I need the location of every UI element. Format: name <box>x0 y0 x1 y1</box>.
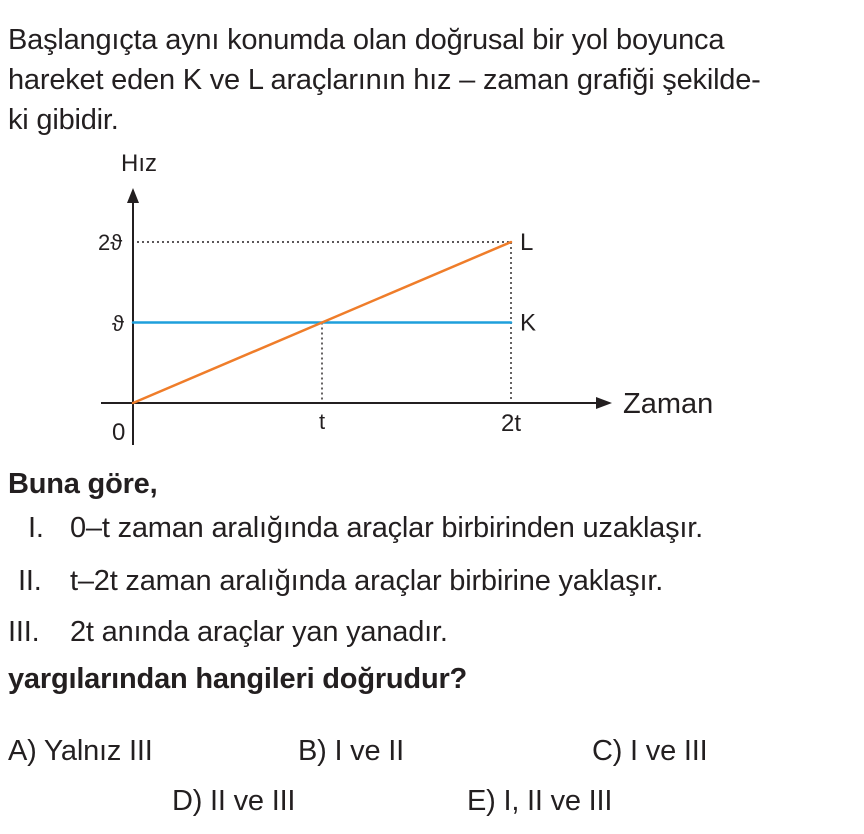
x-tick-label-0: 0 <box>112 419 126 446</box>
question-text: yargılarından hangileri doğrudur? <box>8 663 468 695</box>
statement-1-text: 0–t zaman aralığında araçlar birbirinden uzaklaşır. <box>70 512 703 544</box>
statement-1-number: I. <box>28 512 44 544</box>
chart-layer <box>98 150 713 446</box>
x-axis-label: Zaman <box>623 388 714 420</box>
x-tick-label-2t: 2t <box>500 410 522 437</box>
x-tick-label-t: t <box>318 409 326 434</box>
option-a[interactable]: A) Yalnız III <box>8 735 153 767</box>
y-axis-label: Hız <box>121 150 157 177</box>
speed-time-chart <box>0 140 864 460</box>
option-b[interactable]: B) I ve II <box>298 735 404 767</box>
series-label-l: L <box>520 229 534 256</box>
x-axis-arrow-icon <box>596 397 612 409</box>
statement-2-number: II. <box>18 565 42 597</box>
statement-3-text: 2t anında araçlar yan yanadır. <box>70 616 448 648</box>
option-e[interactable]: E) I, II ve III <box>467 785 613 817</box>
option-c[interactable]: C) I ve III <box>592 735 708 767</box>
statement-2-text: t–2t zaman aralığında araçlar birbirine yaklaşır. <box>70 565 664 597</box>
option-d[interactable]: D) II ve III <box>172 785 296 817</box>
problem-intro <box>8 20 858 140</box>
intro-line-1: Başlangıçta aynı konumda olan doğrusal bir yol boyunca <box>8 24 725 56</box>
statement-1 <box>28 512 703 545</box>
statement-2 <box>18 565 663 598</box>
statements-heading: Buna göre, <box>8 468 158 500</box>
y-tick-label-2v: 2ϑ <box>98 230 123 255</box>
y-tick-label-v: ϑ <box>112 311 125 336</box>
intro-line-2: hareket eden K ve L araçlarının hız – zaman grafiği şekilde- <box>8 64 761 96</box>
series-label-k: K <box>520 309 537 337</box>
intro-line-3: ki gibidir. <box>8 104 119 136</box>
statement-3 <box>8 616 448 649</box>
statement-3-number: III. <box>8 616 40 648</box>
y-axis-arrow-icon <box>127 188 139 203</box>
